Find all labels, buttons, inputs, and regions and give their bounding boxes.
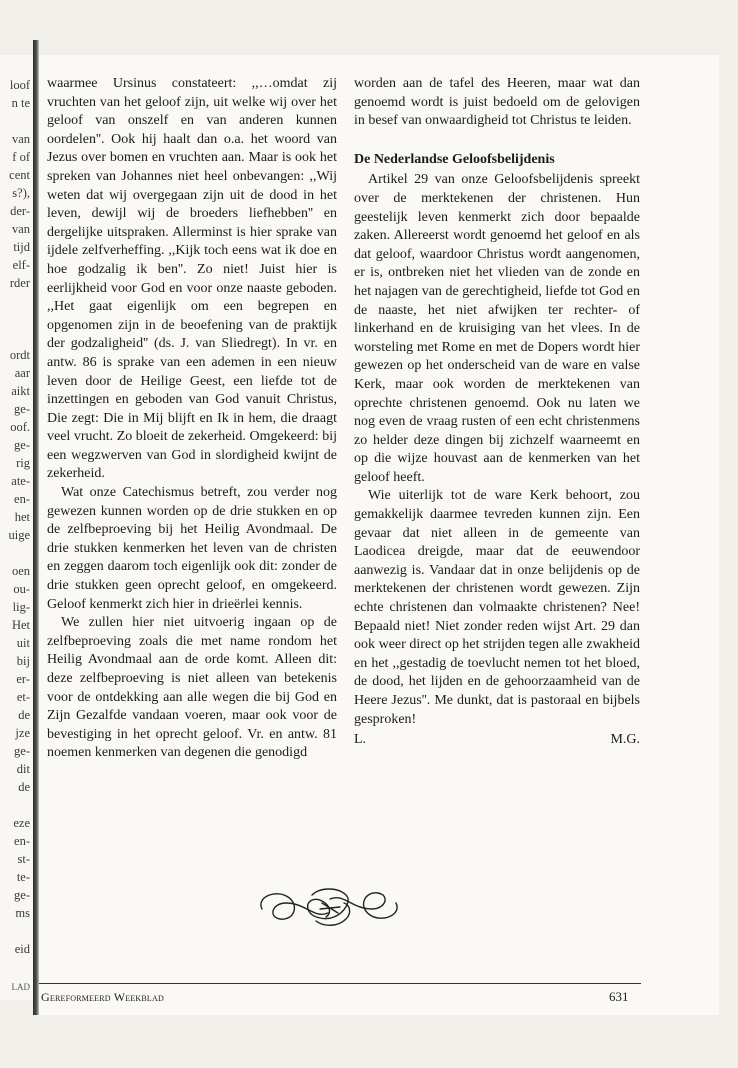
previous-page-fragment: de — [18, 780, 30, 794]
previous-page-fragment: te- — [16, 870, 30, 884]
previous-page-fragment: ge- — [14, 744, 30, 758]
previous-page-fragment: loof — [9, 78, 30, 92]
signature-row — [354, 731, 640, 750]
paragraph: We zullen hier niet uitvoerig ingaan op de zelfbeproeving zoals die met name rondom het Heilig Avondmaal aan de orde komt. Alleen dit: deze zelfbeproeving is niet alleen van betekenis voor de ontdekking aan alle wegen die bij God en Zijn Gezalfde vandaan voeren, maar ook voor de bevestiging in het oprecht geloof. Vr. en antw. 81 noemen kenmerken van degenen die genodigd — [47, 615, 337, 761]
previous-page-fragment: oen — [11, 564, 30, 578]
previous-page-fragment: aar — [14, 366, 30, 380]
previous-page-fragment: oof. — [10, 420, 30, 434]
previous-page-fragment: eze — [13, 816, 30, 830]
previous-page-fragment: n te — [11, 96, 30, 110]
previous-page-fragment: van — [11, 222, 30, 236]
right-column — [354, 75, 640, 750]
previous-page-fragment: Het — [11, 618, 30, 632]
section-heading: De Nederlandse Geloofsbelijdenis — [354, 151, 555, 167]
previous-page-fragment: van — [11, 132, 30, 146]
page-number: 631 — [609, 989, 629, 1004]
paragraph: Artikel 29 van onze Geloofsbelijdenis spreekt over de merktekenen der christenen. Hun geestelijk leven kenmerkt zich door bepaalde zaken. Allereerst wordt genoemd het geloof en als dat geloof, waardoor Christus wordt aangenomen, er is, ontbreken niet het vlieden van de zonde en het najagen van de gerechtigheid, liefde tot God en de naaste, het niet afwijken ter rechter- of linkerhand en de kruisiging van het vlees. In de worsteling met Rome en met de Dopers wordt hier gewezen op het onderscheid van de ware en valse Kerk, maar ook worden de merktekenen van oprechte christenen genoemd. Ook nu laten we nog even de vraag rusten of een echt christenmens zo helder deze dingen bij zichzelf waarneemt en op die wijze houvast aan de kenmerken van het geloof heeft. — [354, 172, 640, 485]
previous-page-fragment: lig- — [12, 600, 30, 614]
publication-title: Gereformeerd Weekblad — [41, 990, 164, 1004]
previous-page-fragment: uit — [16, 636, 30, 650]
paragraph: waarmee Ursinus constateert: ,,…omdat zij vruchten van het geloof zijn, uit welke wij over het geloof van onszelf en van anderen kunnen oordelen''. Ook hij haalt dan o.a. het woord van Jezus over bomen en vruchten aan. Maar is ook het spreken van Johannes niet heel onbevangen: ,,Wij weten dat wij overgegaan zijn uit de dood in het leven, dewijl wij de broeders liefhebben'' en dergelijke uitspraken. Allerminst is hier sprake van ijdele zelfverheffing. ,,Kijk toch eens wat ik doe en hoe godzalig ik ben''. Zo niet! Juist hier is eerlijkheid voor God en voor onze naaste geboden. ,,Het gaat eigenlijk om een begrepen en opgenomen zijn in de beoefening van de praktijk der godzaligheid'' (ds. J. van Sliedregt). In vr. en antw. 86 is sprake van een ademen in een nieuw leven door de Heilige Geest, een liefde tot de inzettingen en geboden van God vanuit Christus, Die zegt: Die in Mij blijft en Ik in hem, die draagt veel vrucht. Zo bloeit de zekerheid. Omgekeerd: bij een wegzwerven van God in slordigheid kwijnt de zekerheid. — [47, 76, 337, 482]
previous-page-fragment: rder — [9, 276, 30, 290]
previous-page-fragment: en- — [14, 492, 30, 506]
paragraph: Wie uiterlijk tot de ware Kerk behoort, zou gemakkelijk daarmee tevreden kunnen zijn. Een gevaar dat niet alleen in de gemeente van Laodicea dreigde, maar dat de eeuwendoor aanwezig is. Vandaar dat in onze belijdenis op de merktekenen der christenen wordt gewezen. Zijn echte christenen dan volmaakte christenen? Nee! Bepaald niet! Niet zonder reden wijst Art. 29 dan ook weer direct op het strijden tegen alle zwakheid en het ,,gestadig de toevlucht nemen tot het bloed, de dood, het lijden en de gehoorzaamheid van de Heere Jezus''. Me dunkt, dat is pastoraal en bijbels gesproken! — [354, 488, 640, 727]
paragraph: worden aan de tafel des Heeren, maar wat dan genoemd wordt is juist bedoeld om de gelovigen in besef van onwaardigheid tot Christus te leiden. — [354, 76, 640, 129]
previous-page-fragment: en- — [14, 834, 30, 848]
previous-page-fragment: der- — [10, 204, 30, 218]
signature-author: M.G. — [610, 732, 640, 748]
previous-page-fragment: de — [18, 708, 30, 722]
previous-page-fragment: bij — [16, 654, 30, 668]
previous-page-fragment: rig — [16, 456, 30, 470]
previous-page-fragment: ms — [15, 906, 30, 920]
signature-place: L. — [354, 732, 367, 748]
previous-page-footer: LAD — [11, 982, 30, 992]
previous-page-fragment: ou- — [13, 582, 30, 596]
previous-page-fragment: elf- — [12, 258, 30, 272]
previous-page-fragment: ge- — [14, 888, 30, 902]
previous-page-fragment: dit — [16, 762, 30, 776]
previous-page-fragment: et- — [16, 690, 30, 704]
page — [39, 55, 719, 1015]
previous-page-fragment: f of — [12, 150, 30, 164]
flourish-ornament-icon — [254, 883, 404, 929]
previous-page-fragment: ge- — [14, 402, 30, 416]
footer-rule — [39, 983, 641, 984]
previous-page-fragment: er- — [16, 672, 30, 686]
previous-page-fragment: het — [14, 510, 30, 524]
previous-page-fragment: eid — [14, 942, 30, 956]
previous-page-fragment: tijd — [13, 240, 30, 254]
left-column — [47, 75, 337, 763]
paragraph: Wat onze Catechismus betreft, zou verder nog gewezen kunnen worden op de drie stukken en op de zelfbeproeving bij het Heilig Avondmaal. De drie stukken kenmerken het leven van de christen en zeggen daarom toch eigenlijk ook dit: zonder de drie stukken geen oprecht geloof, en omgekeerd. Geloof kenmerkt zich hier in drieërlei kennis. — [47, 485, 337, 612]
previous-page-fragment: ate- — [11, 474, 30, 488]
previous-page-fragment: cent — [9, 168, 30, 182]
previous-page-fragment: aikt — [11, 384, 30, 398]
previous-page-fragment: s?), — [12, 186, 30, 200]
previous-page-fragment: ge- — [14, 438, 30, 452]
previous-page-fragment: st- — [17, 852, 30, 866]
previous-page-fragment: ordt — [9, 348, 30, 362]
previous-page-edge — [0, 55, 33, 1000]
previous-page-fragment: uige — [8, 528, 30, 542]
previous-page-fragment: jze — [15, 726, 30, 740]
